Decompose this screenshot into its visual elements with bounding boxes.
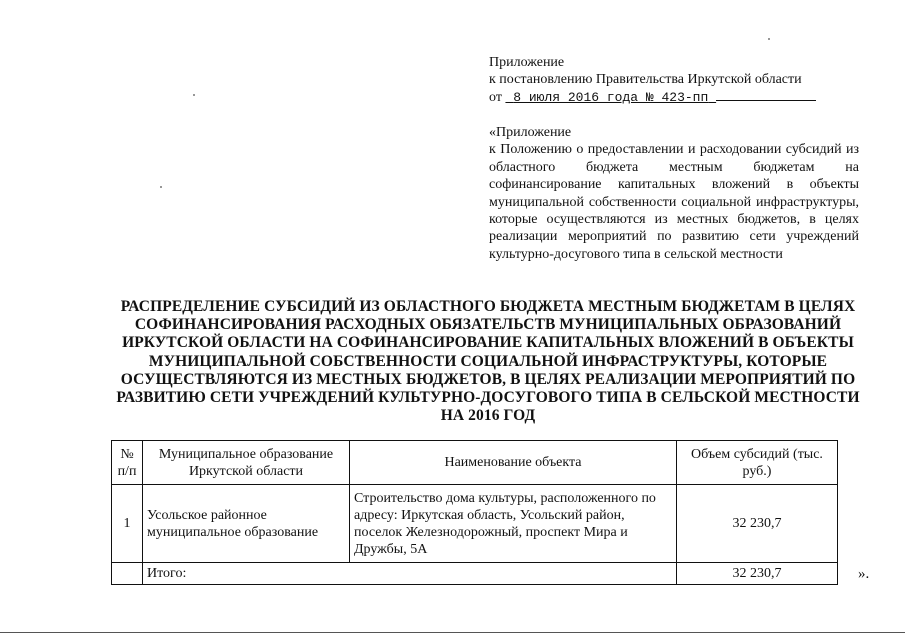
scan-speck [768, 38, 770, 40]
table-row [112, 485, 838, 563]
header-num: № п/п [112, 441, 143, 485]
subsidy-table [111, 440, 838, 585]
row-municipality: Усольское районное муниципальное образование [143, 485, 350, 563]
document-title: РАСПРЕДЕЛЕНИЕ СУБСИДИЙ ИЗ ОБЛАСТНОГО БЮДЖЕТА МЕСТНЫМ БЮДЖЕТАМ В ЦЕЛЯХ СОФИНАНСИРОВАНИЯ РАСХОДНЫХ ОБЯЗАТЕЛЬСТВ МУНИЦИПАЛЬНЫХ ОБРАЗОВАНИЙ ИРКУТСКОЙ ОБЛАСТИ НА СОФИНАНСИРОВАНИЕ КАПИТАЛЬНЫХ ВЛОЖЕНИЙ В ОБЪЕКТЫ МУНИЦИПАЛЬНОЙ СОБСТВЕННОСТИ СОЦИАЛЬНОЙ ИНФРАСТРУКТУРЫ, КОТОРЫЕ ОСУЩЕСТВЛЯЮТСЯ ИЗ МЕСТНЫХ БЮДЖЕТОВ, В ЦЕЛЯХ РЕАЛИЗАЦИИ МЕРОПРИЯТИЙ ПО РАЗВИТИЮ СЕТИ УЧРЕЖДЕНИЙ КУЛЬТУРНО-ДОСУГОВОГО ТИПА В СЕЛЬСКОЙ МЕСТНОСТИ НА 2016 ГОД [116, 298, 860, 425]
scan-speck [160, 186, 162, 188]
row-object: Строительство дома культуры, расположенного по адресу: Иркутская область, Усольский район, поселок Железнодорожный, проспект Мира и Дружбы, 5А [350, 485, 677, 563]
header-municipality: Муниципальное образование Иркутской области [143, 441, 350, 485]
total-label: Итого: [143, 563, 677, 585]
page-bottom-edge [0, 632, 905, 633]
scan-speck [193, 94, 195, 96]
annex-header-line1: Приложение [489, 55, 565, 70]
header-object: Наименование объекта [350, 441, 677, 485]
annex-header-line2: к постановлению Правительства Иркутской области [489, 72, 802, 87]
row-amount: 32 230,7 [677, 485, 838, 563]
annex-quote-text: к Положению о предоставлении и расходовании субсидий из областного бюджета местным бюджетам на софинансирование капитальных вложений в объекты муниципальной собственности социальной инфраструктуры, которые осуществляются из местных бюджетов, в целях реализации мероприятий по развитию сети учреждений культурно-досугового типа в сельской местности [489, 142, 859, 262]
date-underline [716, 88, 816, 101]
total-amount: 32 230,7 [677, 563, 838, 585]
annex-quote [489, 124, 859, 263]
date-prefix: от [489, 90, 502, 105]
annex-header [489, 54, 849, 106]
annex-header-date [489, 88, 849, 106]
date-value: 8 июля 2016 года № 423-пп [513, 90, 709, 105]
table-header-row [112, 441, 838, 485]
closing-quote-mark: ». [858, 566, 870, 582]
header-amount: Объем субсидий (тыс. руб.) [677, 441, 838, 485]
total-num-cell [112, 563, 143, 585]
table-total-row [112, 563, 838, 585]
annex-quote-heading: «Приложение [489, 125, 572, 140]
row-num: 1 [112, 485, 143, 563]
